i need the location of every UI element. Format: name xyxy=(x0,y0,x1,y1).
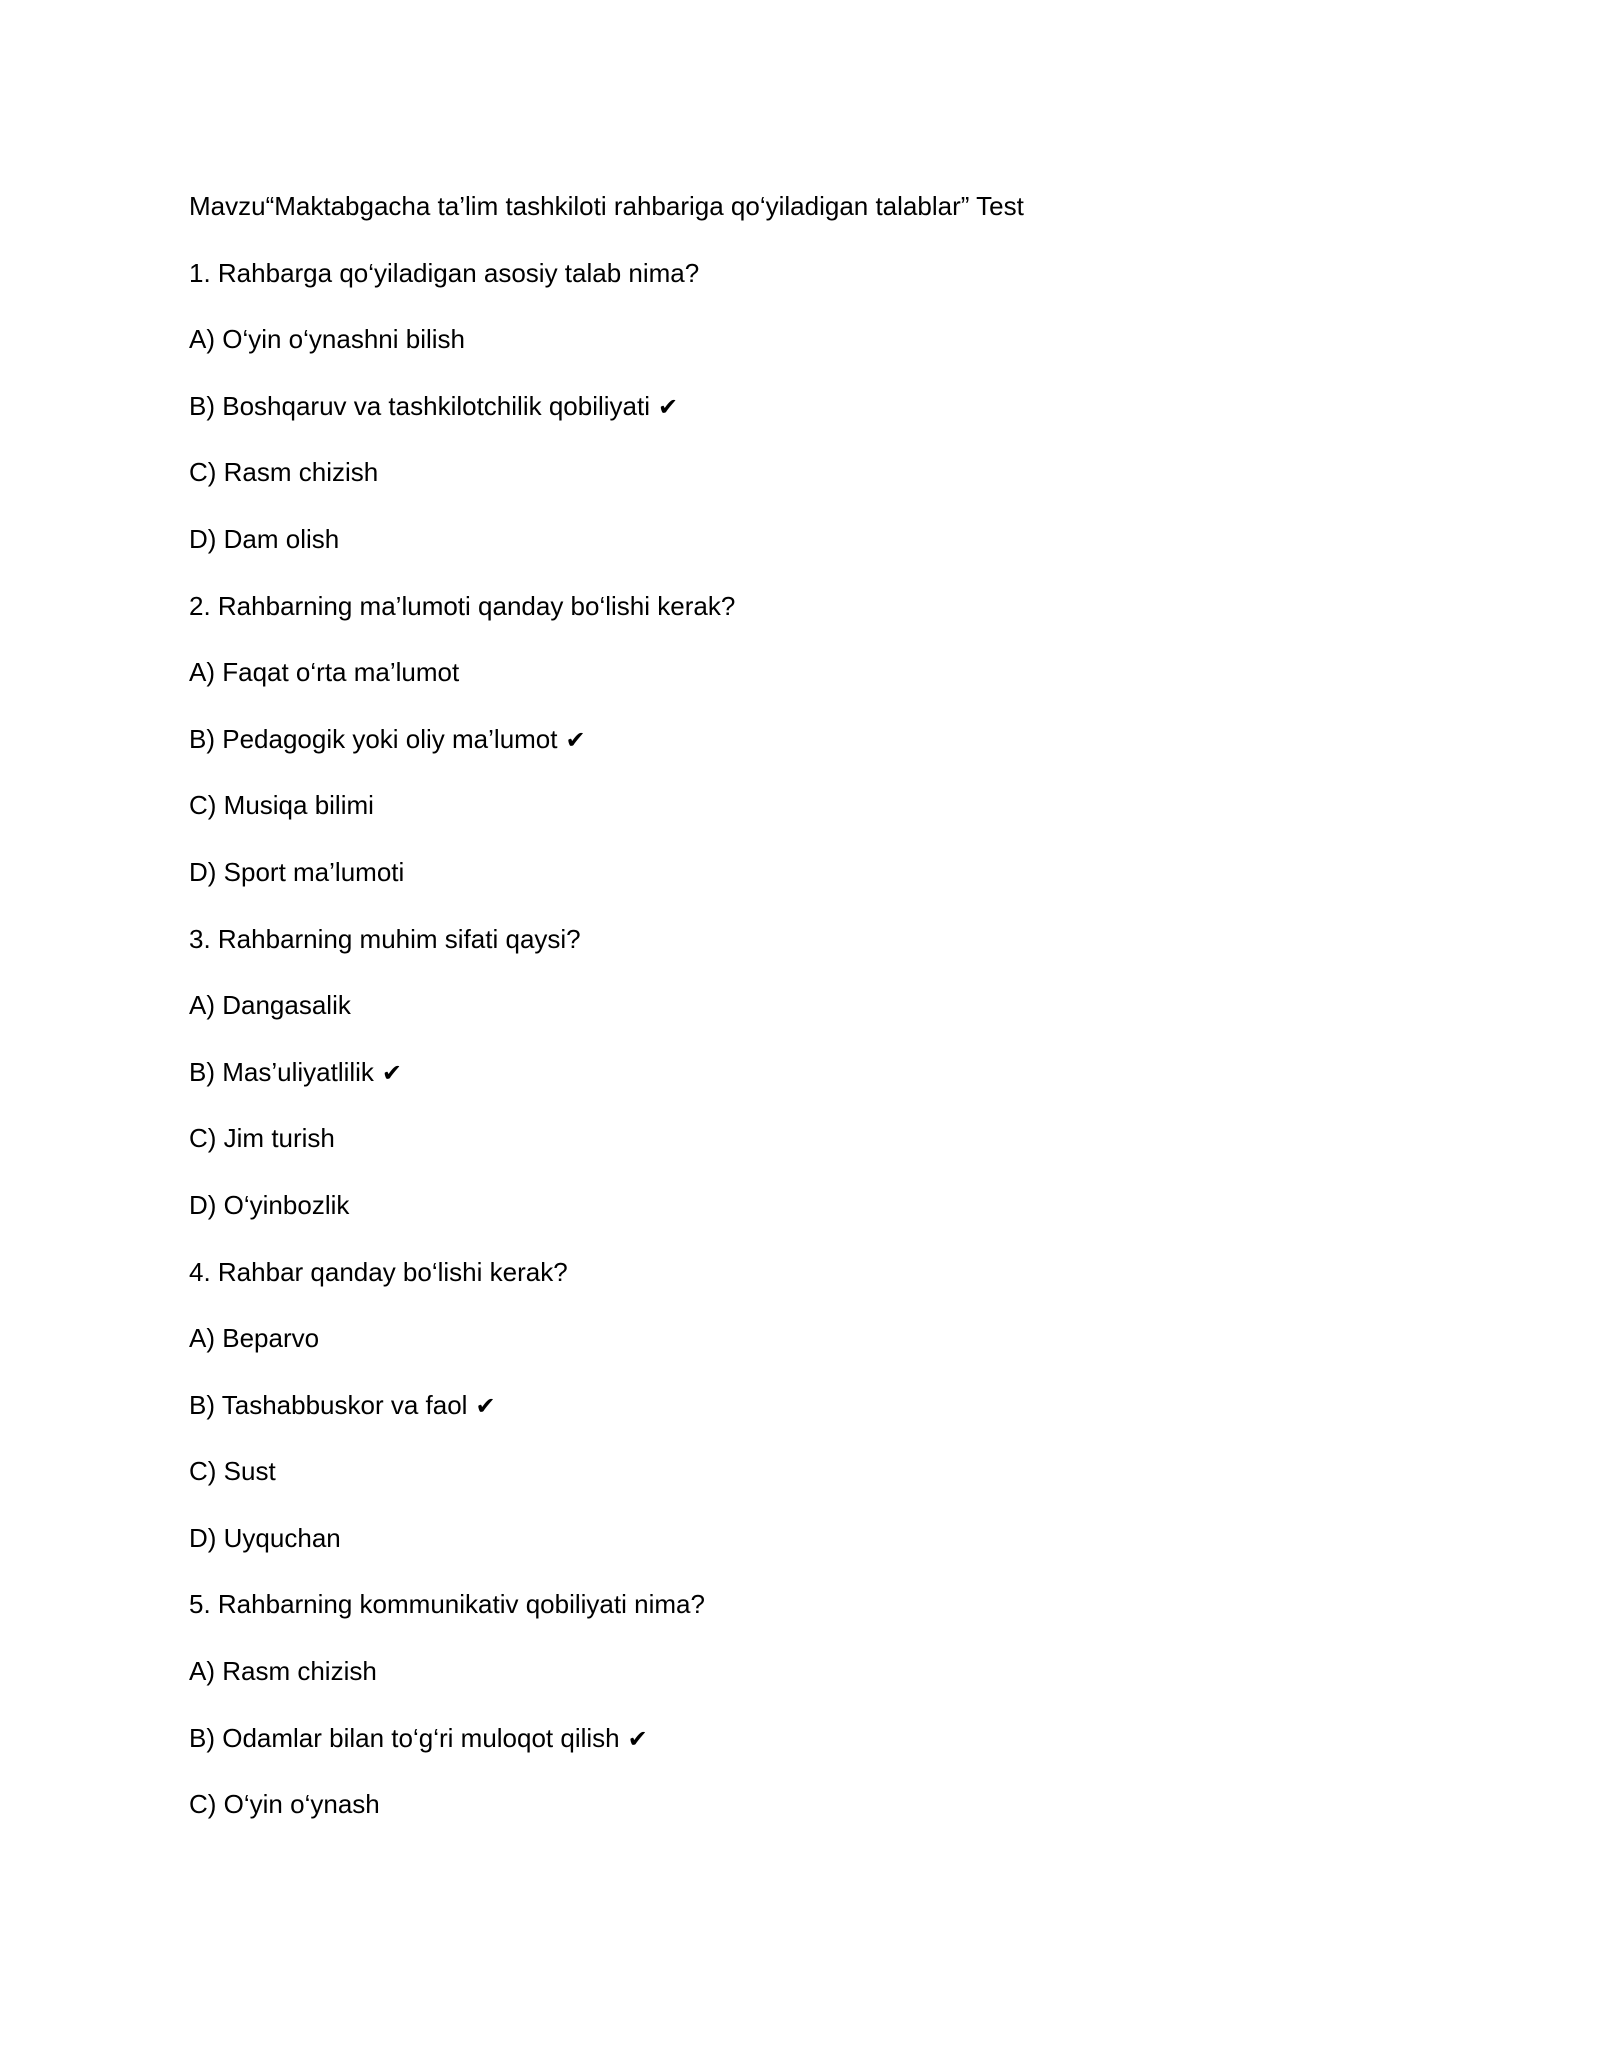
question-5: 5. Rahbarning kommunikativ qobiliyati nima? xyxy=(189,1589,705,1620)
document-body xyxy=(189,186,1409,1851)
option-2a xyxy=(189,652,1409,719)
option-3c xyxy=(189,1118,1409,1185)
option-text: D) Sport ma’lumoti xyxy=(189,856,405,887)
option-text: B) Pedagogik yoki oliy ma’lumot xyxy=(189,723,558,754)
option-text: C) Musiqa bilimi xyxy=(189,790,374,821)
option-3a xyxy=(189,985,1409,1052)
check-mark-icon: ✔ xyxy=(658,392,679,421)
check-mark-icon: ✔ xyxy=(381,1058,403,1087)
option-text: C) O‘yin o‘ynash xyxy=(189,1789,380,1820)
question-2: 2. Rahbarning ma’lumoti qanday bo‘lishi kerak? xyxy=(189,590,736,621)
option-5b xyxy=(189,1718,1409,1785)
check-mark-icon: ✔ xyxy=(475,1391,496,1420)
option-text: B) Mas’uliyatlilik xyxy=(189,1056,374,1087)
option-4a xyxy=(189,1318,1409,1385)
option-text: A) Faqat o‘rta ma’lumot xyxy=(189,657,460,688)
option-4c xyxy=(189,1451,1409,1518)
question-3: 3. Rahbarning muhim sifati qaysi? xyxy=(189,923,581,954)
option-text: A) O‘yin o‘ynashni bilish xyxy=(189,324,466,355)
option-1a xyxy=(189,319,1409,386)
option-text: A) Beparvo xyxy=(189,1323,320,1354)
question-1: 1. Rahbarga qo‘yiladigan asosiy talab nima? xyxy=(189,257,700,288)
option-1b xyxy=(189,386,1409,453)
option-text: C) Jim turish xyxy=(189,1123,335,1154)
option-3b xyxy=(189,1052,1409,1119)
option-text: D) Uyquchan xyxy=(189,1522,341,1553)
option-4d xyxy=(189,1518,1409,1585)
document-title: Mavzu“Maktabgacha ta’lim tashkiloti rahbariga qo‘yiladigan talablar” Test xyxy=(189,191,1024,221)
option-text: D) Dam olish xyxy=(189,523,340,554)
option-text: A) Rasm chizish xyxy=(189,1656,377,1687)
option-4b xyxy=(189,1385,1409,1452)
option-5a xyxy=(189,1651,1409,1718)
option-2d xyxy=(189,852,1409,919)
option-1d xyxy=(189,519,1409,586)
option-text: C) Rasm chizish xyxy=(189,457,379,488)
check-mark-icon: ✔ xyxy=(627,1724,648,1753)
option-text: C) Sust xyxy=(189,1456,276,1487)
option-text: B) Tashabbuskor va faol xyxy=(189,1389,468,1420)
option-3d xyxy=(189,1185,1409,1252)
option-text: B) Boshqaruv va tashkilotchilik qobiliyati xyxy=(189,390,650,421)
option-2c xyxy=(189,785,1409,852)
option-2b xyxy=(189,719,1409,786)
option-5c xyxy=(189,1784,1409,1851)
option-text: A) Dangasalik xyxy=(189,990,351,1021)
option-text: D) O‘yinbozlik xyxy=(189,1189,350,1220)
check-mark-icon: ✔ xyxy=(565,725,586,754)
option-1c xyxy=(189,452,1409,519)
question-4: 4. Rahbar qanday bo‘lishi kerak? xyxy=(189,1256,568,1287)
option-text: B) Odamlar bilan to‘g‘ri muloqot qilish xyxy=(189,1722,620,1753)
